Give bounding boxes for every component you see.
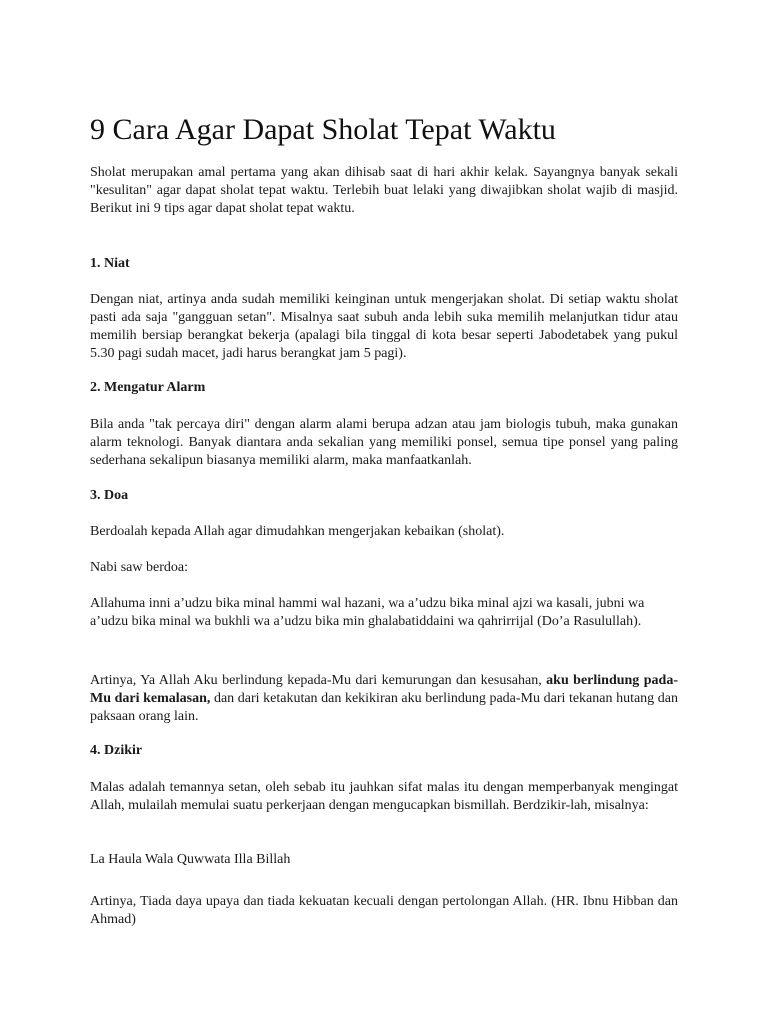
dzikir-recitation: La Haula Wala Quwwata Illa Billah: [90, 852, 291, 867]
section-heading-alarm: 2. Mengatur Alarm: [90, 380, 206, 395]
doa-translation-end: dan dari ketakutan dan kekikiran aku berlindung pada-Mu dari tekanan hutang dan paksaan orang lain.: [90, 691, 678, 724]
doa-paragraph: Berdoalah kepada Allah agar dimudahkan mengerjakan kebaikan (sholat).: [90, 524, 505, 539]
section-heading-doa: 3. Doa: [90, 488, 129, 503]
alarm-paragraph: Bila anda "tak percaya diri" dengan alarm alami berupa adzan atau jam biologis tubuh, maka gunakan alarm teknologi. Banyak diantara anda sekalian yang memiliki ponsel, semua tipe ponsel yang paling sederhana sekalipun biasanya memiliki alarm, maka manfaatkanlah.: [90, 417, 678, 468]
intro-paragraph: Sholat merupakan amal pertama yang akan dihisab saat di hari akhir kelak. Sayangnya banyak sekali "kesulitan" agar dapat sholat tepat waktu. Terlebih buat lelaki yang diwajibkan sholat wajib di masjid. Berikut ini 9 tips agar dapat sholat tepat waktu.: [90, 165, 678, 216]
dzikir-paragraph: Malas adalah temannya setan, oleh sebab itu jauhkan sifat malas itu dengan memperbanyak mengingat Allah, mulailah memulai suatu perkerjaan dengan mengucapkan bismillah. Berdzikir-lah, misalnya:: [90, 780, 678, 813]
page-title: 9 Cara Agar Dapat Sholat Tepat Waktu: [90, 113, 556, 146]
doa-translation-start: Artinya, Ya Allah Aku berlindung kepada-Mu dari kemurungan dan kesusahan,: [90, 673, 547, 688]
doa-intro-line: Nabi saw berdoa:: [90, 560, 188, 575]
section-heading-dzikir: 4. Dzikir: [90, 743, 143, 758]
section-heading-niat: 1. Niat: [90, 256, 130, 271]
doa-translation: [90, 672, 678, 726]
doa-arabic-transliteration: Allahuma inni a’udzu bika minal hammi wal hazani, wa a’udzu bika minal ajzi wa kasali, jubni wa a’udzu bika minal wa bukhli wa a’udzu bika min ghalabatiddaini wa qahrirrijal (Do’a Rasulullah).: [90, 596, 645, 629]
doa-translation-emphasis: aku berlindung pada-Mu dari kemalasan,: [90, 673, 678, 706]
niat-paragraph: Dengan niat, artinya anda sudah memiliki keinginan untuk mengerjakan sholat. Di setiap waktu sholat pasti ada saja "gangguan setan". Misalnya saat subuh anda lebih suka memilih melanjutkan tidur atau memilih bersiap berangkat bekerja (apalagi bila tinggal di kota besar seperti Jabodetabek yang pukul 5.30 pagi sudah macet, jadi harus berangkat jam 5 pagi).: [90, 292, 678, 361]
dzikir-translation: Artinya, Tiada daya upaya dan tiada kekuatan kecuali dengan pertolongan Allah. (HR. Ibnu Hibban dan Ahmad): [90, 894, 678, 927]
